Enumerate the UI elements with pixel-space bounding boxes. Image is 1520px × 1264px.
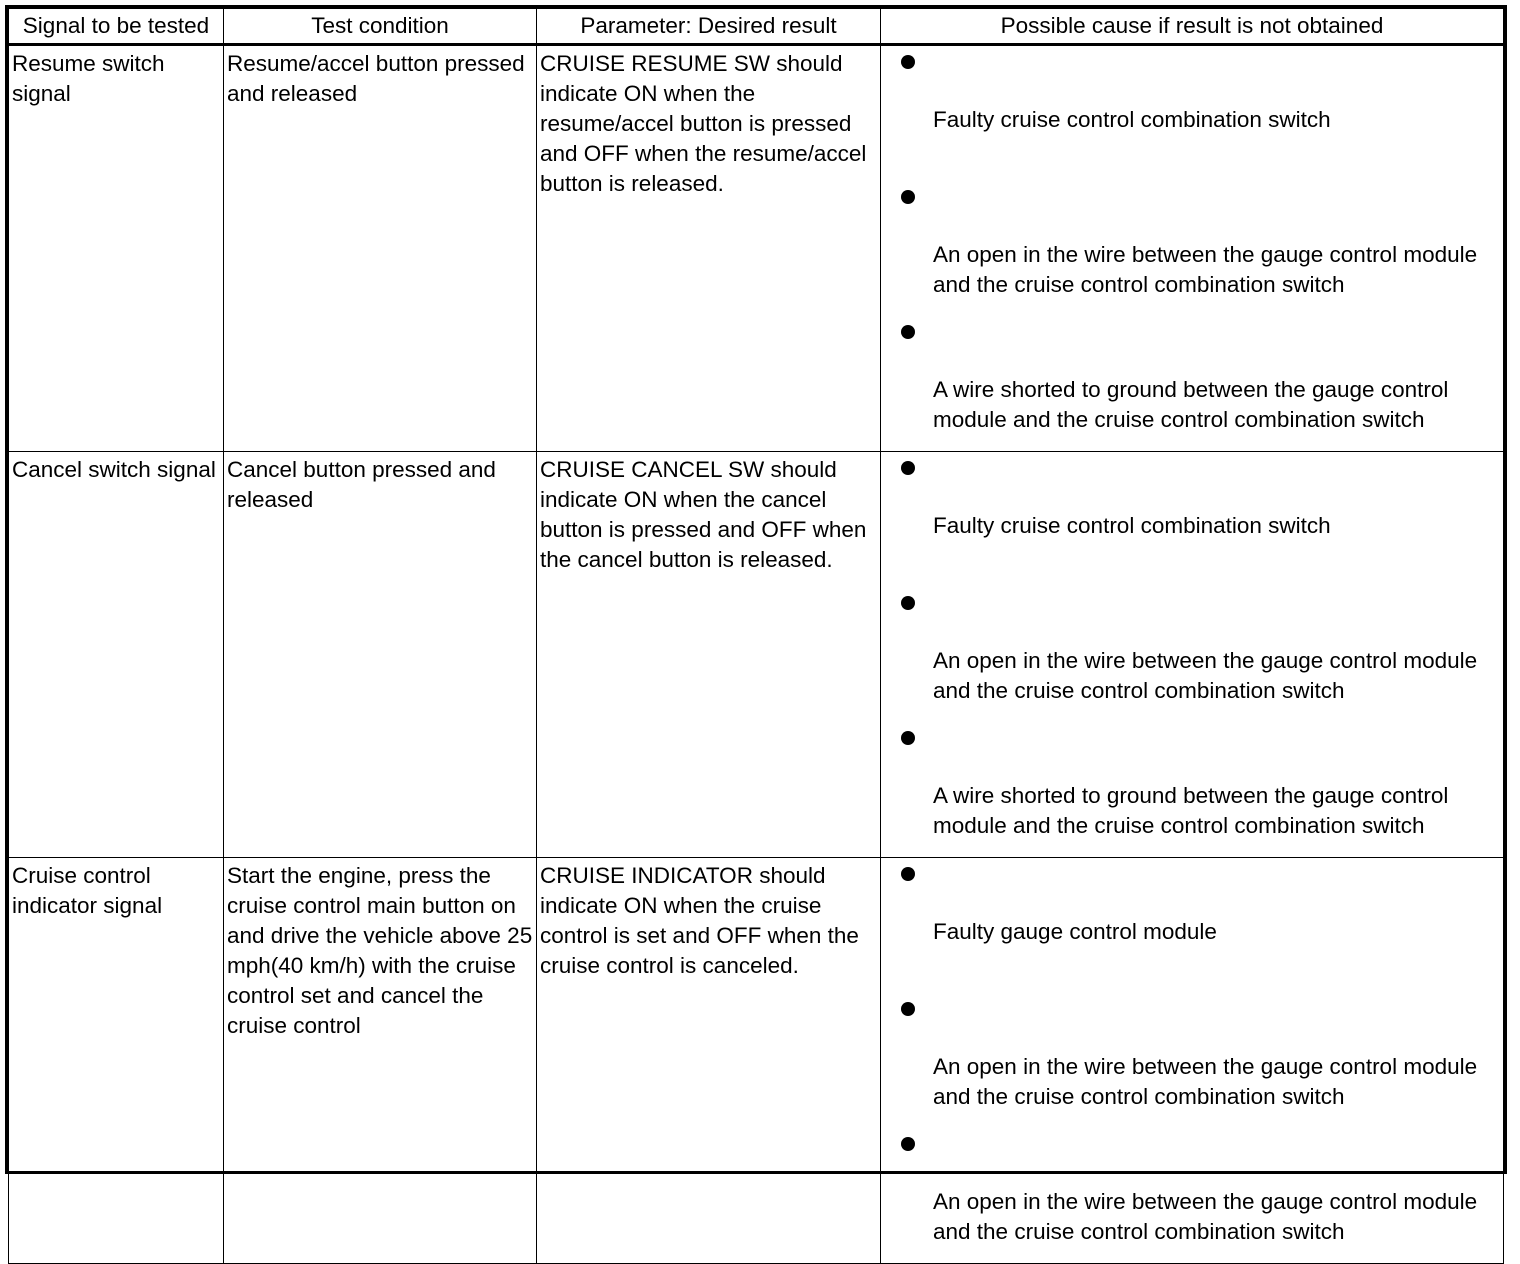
bullet-icon <box>901 55 915 69</box>
table-row <box>9 858 1504 1264</box>
header-result: Parameter: Desired result <box>537 9 881 45</box>
bullet-icon <box>901 596 915 610</box>
cause-text: An open in the wire between the gauge control module and the cruise control combination switch <box>933 242 1478 297</box>
condition-cell: Start the engine, press the cruise control main button on and drive the vehicle above 25 mph(40 km/h) with the cruise control set and cancel the cruise control <box>224 858 537 1264</box>
cause-cell <box>881 45 1504 452</box>
bullet-icon <box>901 190 915 204</box>
condition-cell: Resume/accel button pressed and released <box>224 45 537 452</box>
cause-text: Faulty cruise control combination switch <box>933 107 1331 132</box>
cause-text: A wire shorted to ground between the gauge control module and the cruise control combination switch <box>933 377 1449 432</box>
cause-text: A wire shorted to ground between the gauge control module and the cruise control combination switch <box>933 783 1449 838</box>
cause-text: An open in the wire between the gauge control module and the cruise control combination switch <box>933 1054 1478 1109</box>
cause-text: An open in the wire between the gauge control module and the cruise control combination switch <box>933 648 1478 703</box>
table-row <box>9 452 1504 858</box>
cause-item <box>881 993 1503 1128</box>
cause-item <box>881 722 1503 857</box>
cause-item <box>881 858 1503 993</box>
table-row <box>9 45 1504 452</box>
cause-text: Faulty cruise control combination switch <box>933 513 1331 538</box>
signal-cell: Cruise control indicator signal <box>9 858 224 1264</box>
header-signal: Signal to be tested <box>9 9 224 45</box>
header-cause: Possible cause if result is not obtained <box>881 9 1504 45</box>
cause-cell <box>881 452 1504 858</box>
cause-item <box>881 181 1503 316</box>
signal-cell: Cancel switch signal <box>9 452 224 858</box>
cause-item <box>881 316 1503 451</box>
cause-item <box>881 1128 1503 1263</box>
bullet-icon <box>901 1137 915 1151</box>
bullet-icon <box>901 461 915 475</box>
cause-text: An open in the wire between the gauge control module and the cruise control combination switch <box>933 1189 1478 1244</box>
result-cell: CRUISE CANCEL SW should indicate ON when the cancel button is pressed and OFF when the cancel button is released. <box>537 452 881 858</box>
diagnostic-table <box>5 5 1507 1244</box>
cause-item <box>881 46 1503 181</box>
result-cell: CRUISE INDICATOR should indicate ON when the cruise control is set and OFF when the cruise control is canceled. <box>537 858 881 1264</box>
bullet-icon <box>901 1002 915 1016</box>
bullet-icon <box>901 325 915 339</box>
cause-item <box>881 587 1503 722</box>
signal-cell: Resume switch signal <box>9 45 224 452</box>
result-cell: CRUISE RESUME SW should indicate ON when the resume/accel button is pressed and OFF when the resume/accel button is released. <box>537 45 881 452</box>
header-row <box>9 9 1504 45</box>
cause-cell <box>881 858 1504 1264</box>
header-condition: Test condition <box>224 9 537 45</box>
bullet-icon <box>901 731 915 745</box>
cause-item <box>881 452 1503 587</box>
cause-text: Faulty gauge control module <box>933 919 1217 944</box>
condition-cell: Cancel button pressed and released <box>224 452 537 858</box>
bullet-icon <box>901 867 915 881</box>
